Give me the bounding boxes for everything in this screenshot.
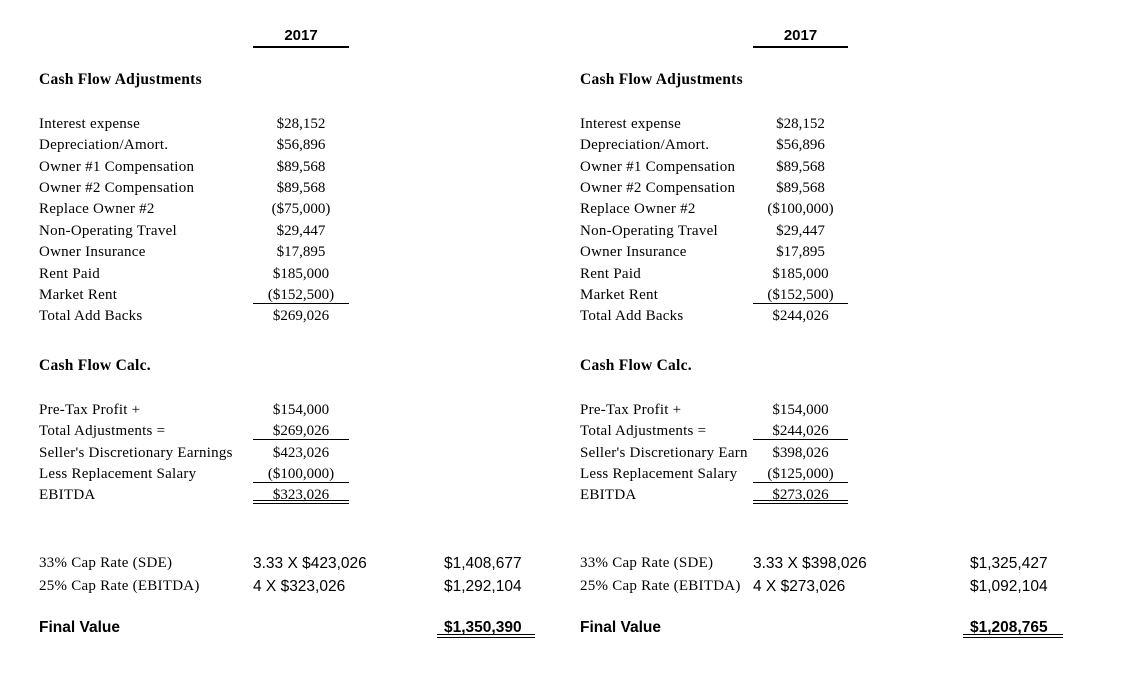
row-value: $56,896 <box>776 137 825 153</box>
row-non-operating-travel <box>541 221 1101 242</box>
row-rent-paid <box>0 264 560 285</box>
row-label: Total Adjustments = <box>580 423 707 439</box>
scenario-panel-1 <box>0 0 560 677</box>
row-replace-owner2 <box>0 199 560 220</box>
row-depreciation-amort <box>0 135 560 156</box>
final-value-amount: $1,208,765 <box>963 616 1063 638</box>
row-ebitda <box>0 485 560 506</box>
row-depreciation-amort <box>541 135 1101 156</box>
row-label: Non-Operating Travel <box>580 223 718 239</box>
row-result: $1,292,104 <box>444 578 522 595</box>
row-label: 33% Cap Rate (SDE) <box>580 555 714 571</box>
section-title-cash-flow-calc: Cash Flow Calc. <box>580 357 692 374</box>
row-value: $89,568 <box>276 180 326 196</box>
final-value-label: Final Value <box>39 619 120 636</box>
row-value: $423,026 <box>272 445 330 461</box>
row-value: $29,447 <box>276 223 326 239</box>
row-label: Depreciation/Amort. <box>580 137 710 153</box>
row-owner1-compensation <box>0 157 560 178</box>
row-label: 25% Cap Rate (EBITDA) <box>39 578 200 594</box>
row-label: Replace Owner #2 <box>580 201 696 217</box>
row-result: $1,092,104 <box>970 578 1048 595</box>
row-value: $17,895 <box>276 244 326 260</box>
row-total-adjustments <box>0 421 560 442</box>
row-market-rent <box>541 285 1101 306</box>
row-label: Interest expense <box>39 116 141 132</box>
row-label: Total Add Backs <box>39 308 143 324</box>
row-label: Owner #2 Compensation <box>580 180 736 196</box>
year-header-row <box>0 25 560 46</box>
final-value-label: Final Value <box>580 619 661 636</box>
row-label: Less Replacement Salary <box>580 466 738 482</box>
row-replace-owner2 <box>541 199 1101 220</box>
scenario-panel-2 <box>541 0 1101 677</box>
row-label: Replace Owner #2 <box>39 201 155 217</box>
row-value: ($152,500) <box>753 285 848 304</box>
row-value: $244,026 <box>772 308 829 324</box>
row-value: $273,026 <box>753 485 848 504</box>
row-ebitda <box>541 485 1101 506</box>
year-header: 2017 <box>253 25 349 48</box>
row-label: EBITDA <box>580 487 637 503</box>
row-value: ($75,000) <box>271 201 331 217</box>
row-value: $89,568 <box>776 180 825 196</box>
row-result: $1,408,677 <box>444 555 522 572</box>
row-value: $185,000 <box>272 266 330 282</box>
year-header-row <box>541 25 1101 46</box>
row-formula: 4 X $273,026 <box>753 578 846 595</box>
row-label: Pre-Tax Profit + <box>39 402 141 418</box>
row-label: Non-Operating Travel <box>39 223 177 239</box>
row-value: $269,026 <box>272 308 330 324</box>
row-label: Total Add Backs <box>580 308 684 324</box>
row-label: 33% Cap Rate (SDE) <box>39 555 173 571</box>
row-label: Seller's Discretionary Earnings <box>39 445 233 461</box>
row-label: Market Rent <box>580 287 659 303</box>
row-label: 25% Cap Rate (EBITDA) <box>580 578 741 594</box>
row-owner2-compensation <box>0 178 560 199</box>
year-header: 2017 <box>753 25 848 48</box>
row-label: Seller's Discretionary Earn <box>580 445 748 461</box>
row-owner-insurance <box>0 242 560 263</box>
section-title-cash-flow-adjustments: Cash Flow Adjustments <box>580 71 743 88</box>
row-less-replacement-salary <box>541 464 1101 485</box>
section-title-cash-flow-adjustments: Cash Flow Adjustments <box>39 71 202 88</box>
row-result: $1,325,427 <box>970 555 1048 572</box>
row-label: Market Rent <box>39 287 118 303</box>
row-value: ($100,000) <box>767 201 834 217</box>
row-value: $17,895 <box>776 244 825 260</box>
row-value: $154,000 <box>772 402 829 418</box>
row-value: $56,896 <box>276 137 326 153</box>
row-value: $185,000 <box>772 266 829 282</box>
row-value: $28,152 <box>776 116 825 132</box>
row-formula: 3.33 X $423,026 <box>253 555 367 572</box>
row-pretax-profit <box>541 400 1101 421</box>
row-value: $323,026 <box>253 485 349 504</box>
row-label: Total Adjustments = <box>39 423 166 439</box>
row-value: $89,568 <box>276 159 326 175</box>
row-value: $154,000 <box>272 402 330 418</box>
row-total-add-backs <box>541 306 1101 327</box>
row-label: Owner #1 Compensation <box>39 159 195 175</box>
row-cap-rate-sde <box>541 552 1101 575</box>
row-label: Less Replacement Salary <box>39 466 197 482</box>
row-total-adjustments <box>541 421 1101 442</box>
row-total-add-backs <box>0 306 560 327</box>
section-title-cash-flow-calc: Cash Flow Calc. <box>39 357 151 374</box>
row-label: Owner #1 Compensation <box>580 159 736 175</box>
row-label: Owner Insurance <box>39 244 146 260</box>
row-cap-rate-ebitda <box>0 575 560 598</box>
row-sellers-discretionary-earnings <box>541 443 1101 464</box>
row-interest-expense <box>0 114 560 135</box>
row-sellers-discretionary-earnings <box>0 443 560 464</box>
row-label: Pre-Tax Profit + <box>580 402 682 418</box>
row-final-value <box>541 616 1101 640</box>
row-label: Rent Paid <box>580 266 641 282</box>
row-formula: 4 X $323,026 <box>253 578 346 595</box>
row-formula: 3.33 X $398,026 <box>753 555 867 572</box>
row-pretax-profit <box>0 400 560 421</box>
row-owner1-compensation <box>541 157 1101 178</box>
row-value: $398,026 <box>772 445 829 461</box>
row-value: $269,026 <box>253 421 349 440</box>
row-interest-expense <box>541 114 1101 135</box>
row-value: $89,568 <box>776 159 825 175</box>
row-label: EBITDA <box>39 487 96 503</box>
row-value: ($100,000) <box>253 464 349 483</box>
row-label: Owner Insurance <box>580 244 687 260</box>
row-less-replacement-salary <box>0 464 560 485</box>
row-cap-rate-ebitda <box>541 575 1101 598</box>
row-label: Depreciation/Amort. <box>39 137 169 153</box>
row-market-rent <box>0 285 560 306</box>
row-owner2-compensation <box>541 178 1101 199</box>
row-value: ($152,500) <box>253 285 349 304</box>
row-label: Owner #2 Compensation <box>39 180 195 196</box>
row-cap-rate-sde <box>0 552 560 575</box>
row-value: $244,026 <box>753 421 848 440</box>
row-rent-paid <box>541 264 1101 285</box>
row-value: ($125,000) <box>753 464 848 483</box>
final-value-amount: $1,350,390 <box>437 616 535 638</box>
row-label: Rent Paid <box>39 266 100 282</box>
row-value: $29,447 <box>776 223 825 239</box>
row-final-value <box>0 616 560 640</box>
row-label: Interest expense <box>580 116 682 132</box>
row-owner-insurance <box>541 242 1101 263</box>
row-value: $28,152 <box>276 116 326 132</box>
row-non-operating-travel <box>0 221 560 242</box>
